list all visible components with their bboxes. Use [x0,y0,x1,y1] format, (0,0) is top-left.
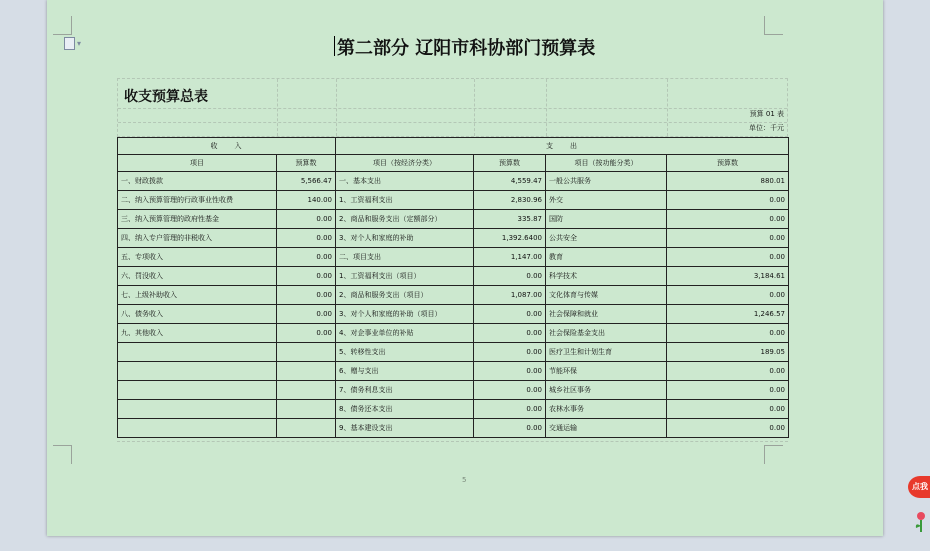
amount-cell[interactable]: 880.01 [667,172,789,191]
amount-cell[interactable] [277,419,336,438]
table-row [118,210,789,229]
amount-cell[interactable]: 0.00 [474,267,546,286]
amount-cell[interactable]: 0.00 [474,324,546,343]
item-cell[interactable]: 二、纳入预算管理的行政事业性收费 [118,191,277,210]
amount-cell[interactable]: 0.00 [277,324,336,343]
item-cell[interactable]: 7、债务利息支出 [336,381,474,400]
amount-cell[interactable]: 0.00 [474,305,546,324]
amount-cell[interactable]: 1,392.6400 [474,229,546,248]
item-cell[interactable]: 文化体育与传媒 [546,286,667,305]
amount-cell[interactable]: 0.00 [667,248,789,267]
table-row [118,172,789,191]
item-cell[interactable]: 9、基本建设支出 [336,419,474,438]
item-cell[interactable]: 国防 [546,210,667,229]
budget-table [117,137,789,438]
item-cell[interactable]: 3、对个人和家庭的补助 [336,229,474,248]
table-row [118,267,789,286]
item-cell[interactable]: 六、罚没收入 [118,267,277,286]
sheet-title: 收支预算总表 [124,89,208,105]
income-header: 收 入 [118,138,336,155]
unit-label: 单位：千元 [749,124,784,132]
click-me-badge[interactable]: 点我 [908,476,930,498]
amount-cell[interactable] [277,400,336,419]
amount-cell[interactable]: 1,087.00 [474,286,546,305]
item-cell[interactable] [118,362,277,381]
table-row [118,419,789,438]
item-cell[interactable]: 4、对企事业单位的补贴 [336,324,474,343]
amount-cell[interactable]: 0.00 [474,362,546,381]
amount-cell[interactable]: 0.00 [277,286,336,305]
item-cell[interactable]: 八、债务收入 [118,305,277,324]
document-icon [64,37,75,50]
item-cell[interactable]: 教育 [546,248,667,267]
amount-cell[interactable]: 3,184.61 [667,267,789,286]
column-header: 项目（按功能分类） [546,155,667,172]
paste-options-icon[interactable] [64,36,92,50]
item-cell[interactable]: 社会保障和就业 [546,305,667,324]
item-cell[interactable] [118,400,277,419]
item-cell[interactable]: 2、商品和服务支出（定额部分） [336,210,474,229]
column-header: 预算数 [474,155,546,172]
crop-mark-top-left [53,16,72,35]
item-cell[interactable]: 城乡社区事务 [546,381,667,400]
amount-cell[interactable]: 1,147.00 [474,248,546,267]
sheet-bottom-grid [117,441,788,443]
item-cell[interactable]: 一、财政拨款 [118,172,277,191]
table-row [118,229,789,248]
item-cell[interactable]: 二、项目支出 [336,248,474,267]
column-header: 预算数 [277,155,336,172]
item-cell[interactable]: 公共安全 [546,229,667,248]
item-cell[interactable]: 一、基本支出 [336,172,474,191]
amount-cell[interactable] [277,343,336,362]
amount-cell[interactable]: 0.00 [277,210,336,229]
item-cell[interactable] [118,343,277,362]
item-cell[interactable]: 3、对个人和家庭的补助（项目） [336,305,474,324]
amount-cell[interactable]: 2,830.96 [474,191,546,210]
amount-cell[interactable]: 0.00 [277,267,336,286]
column-header: 项目（按经济分类） [336,155,474,172]
amount-cell[interactable]: 1,246.57 [667,305,789,324]
table-row [118,381,789,400]
amount-cell[interactable]: 0.00 [667,400,789,419]
page-number: 5 [462,476,467,484]
item-cell[interactable]: 九、其他收入 [118,324,277,343]
amount-cell[interactable]: 4,559.47 [474,172,546,191]
amount-cell[interactable]: 0.00 [277,248,336,267]
amount-cell[interactable]: 0.00 [277,305,336,324]
item-cell[interactable]: 社会保险基金支出 [546,324,667,343]
item-cell[interactable]: 节能环保 [546,362,667,381]
item-cell[interactable]: 七、上级补助收入 [118,286,277,305]
amount-cell[interactable]: 0.00 [474,381,546,400]
group-header-row [118,138,789,155]
item-cell[interactable] [118,419,277,438]
item-cell[interactable]: 2、商品和服务支出（项目） [336,286,474,305]
amount-cell[interactable]: 0.00 [667,286,789,305]
amount-cell[interactable]: 0.00 [474,419,546,438]
expense-header: 支 出 [336,138,789,155]
column-header: 项目 [118,155,277,172]
item-cell[interactable]: 一般公共服务 [546,172,667,191]
table-row [118,400,789,419]
item-cell[interactable]: 1、工资福利支出（项目） [336,267,474,286]
item-cell[interactable]: 农林水事务 [546,400,667,419]
amount-cell[interactable]: 0.00 [667,191,789,210]
amount-cell[interactable] [277,381,336,400]
item-cell[interactable]: 五、专项收入 [118,248,277,267]
form-number: 预算 01 表 [749,110,784,118]
amount-cell[interactable]: 0.00 [277,229,336,248]
amount-cell[interactable]: 335.87 [474,210,546,229]
item-cell[interactable]: 三、纳入预算管理的政府性基金 [118,210,277,229]
table-row [118,191,789,210]
amount-cell[interactable]: 0.00 [667,229,789,248]
amount-cell[interactable]: 5,566.47 [277,172,336,191]
item-cell[interactable]: 5、转移性支出 [336,343,474,362]
amount-cell[interactable]: 0.00 [474,400,546,419]
amount-cell[interactable]: 140.00 [277,191,336,210]
table-row [118,324,789,343]
item-cell[interactable]: 交通运输 [546,419,667,438]
amount-cell[interactable]: 0.00 [667,210,789,229]
amount-cell[interactable]: 0.00 [667,419,789,438]
amount-cell[interactable]: 0.00 [667,324,789,343]
table-row [118,248,789,267]
table-row [118,286,789,305]
table-row [118,362,789,381]
amount-cell[interactable]: 0.00 [667,362,789,381]
item-cell[interactable]: 科学技术 [546,267,667,286]
table-row [118,343,789,362]
column-header-row [118,155,789,172]
item-cell[interactable]: 8、债务还本支出 [336,400,474,419]
amount-cell[interactable]: 0.00 [667,381,789,400]
chevron-down-icon: ▾ [77,38,82,48]
item-cell[interactable]: 四、纳入专户管理的非税收入 [118,229,277,248]
sheet-header-grid [117,78,788,137]
item-cell[interactable]: 1、工资福利支出 [336,191,474,210]
item-cell[interactable] [118,381,277,400]
amount-cell[interactable]: 0.00 [474,343,546,362]
amount-cell[interactable] [277,362,336,381]
crop-mark-bottom-right [764,445,783,464]
text-cursor [334,36,335,56]
item-cell[interactable]: 医疗卫生和计划生育 [546,343,667,362]
column-header: 预算数 [667,155,789,172]
crop-mark-top-right [764,16,783,35]
page-title[interactable]: 第二部分 辽阳市科协部门预算表 [337,38,596,59]
item-cell[interactable]: 外交 [546,191,667,210]
table-row [118,305,789,324]
amount-cell[interactable]: 189.05 [667,343,789,362]
crop-mark-bottom-left [53,445,72,464]
item-cell[interactable]: 6、赠与支出 [336,362,474,381]
flower-icon [913,510,929,534]
